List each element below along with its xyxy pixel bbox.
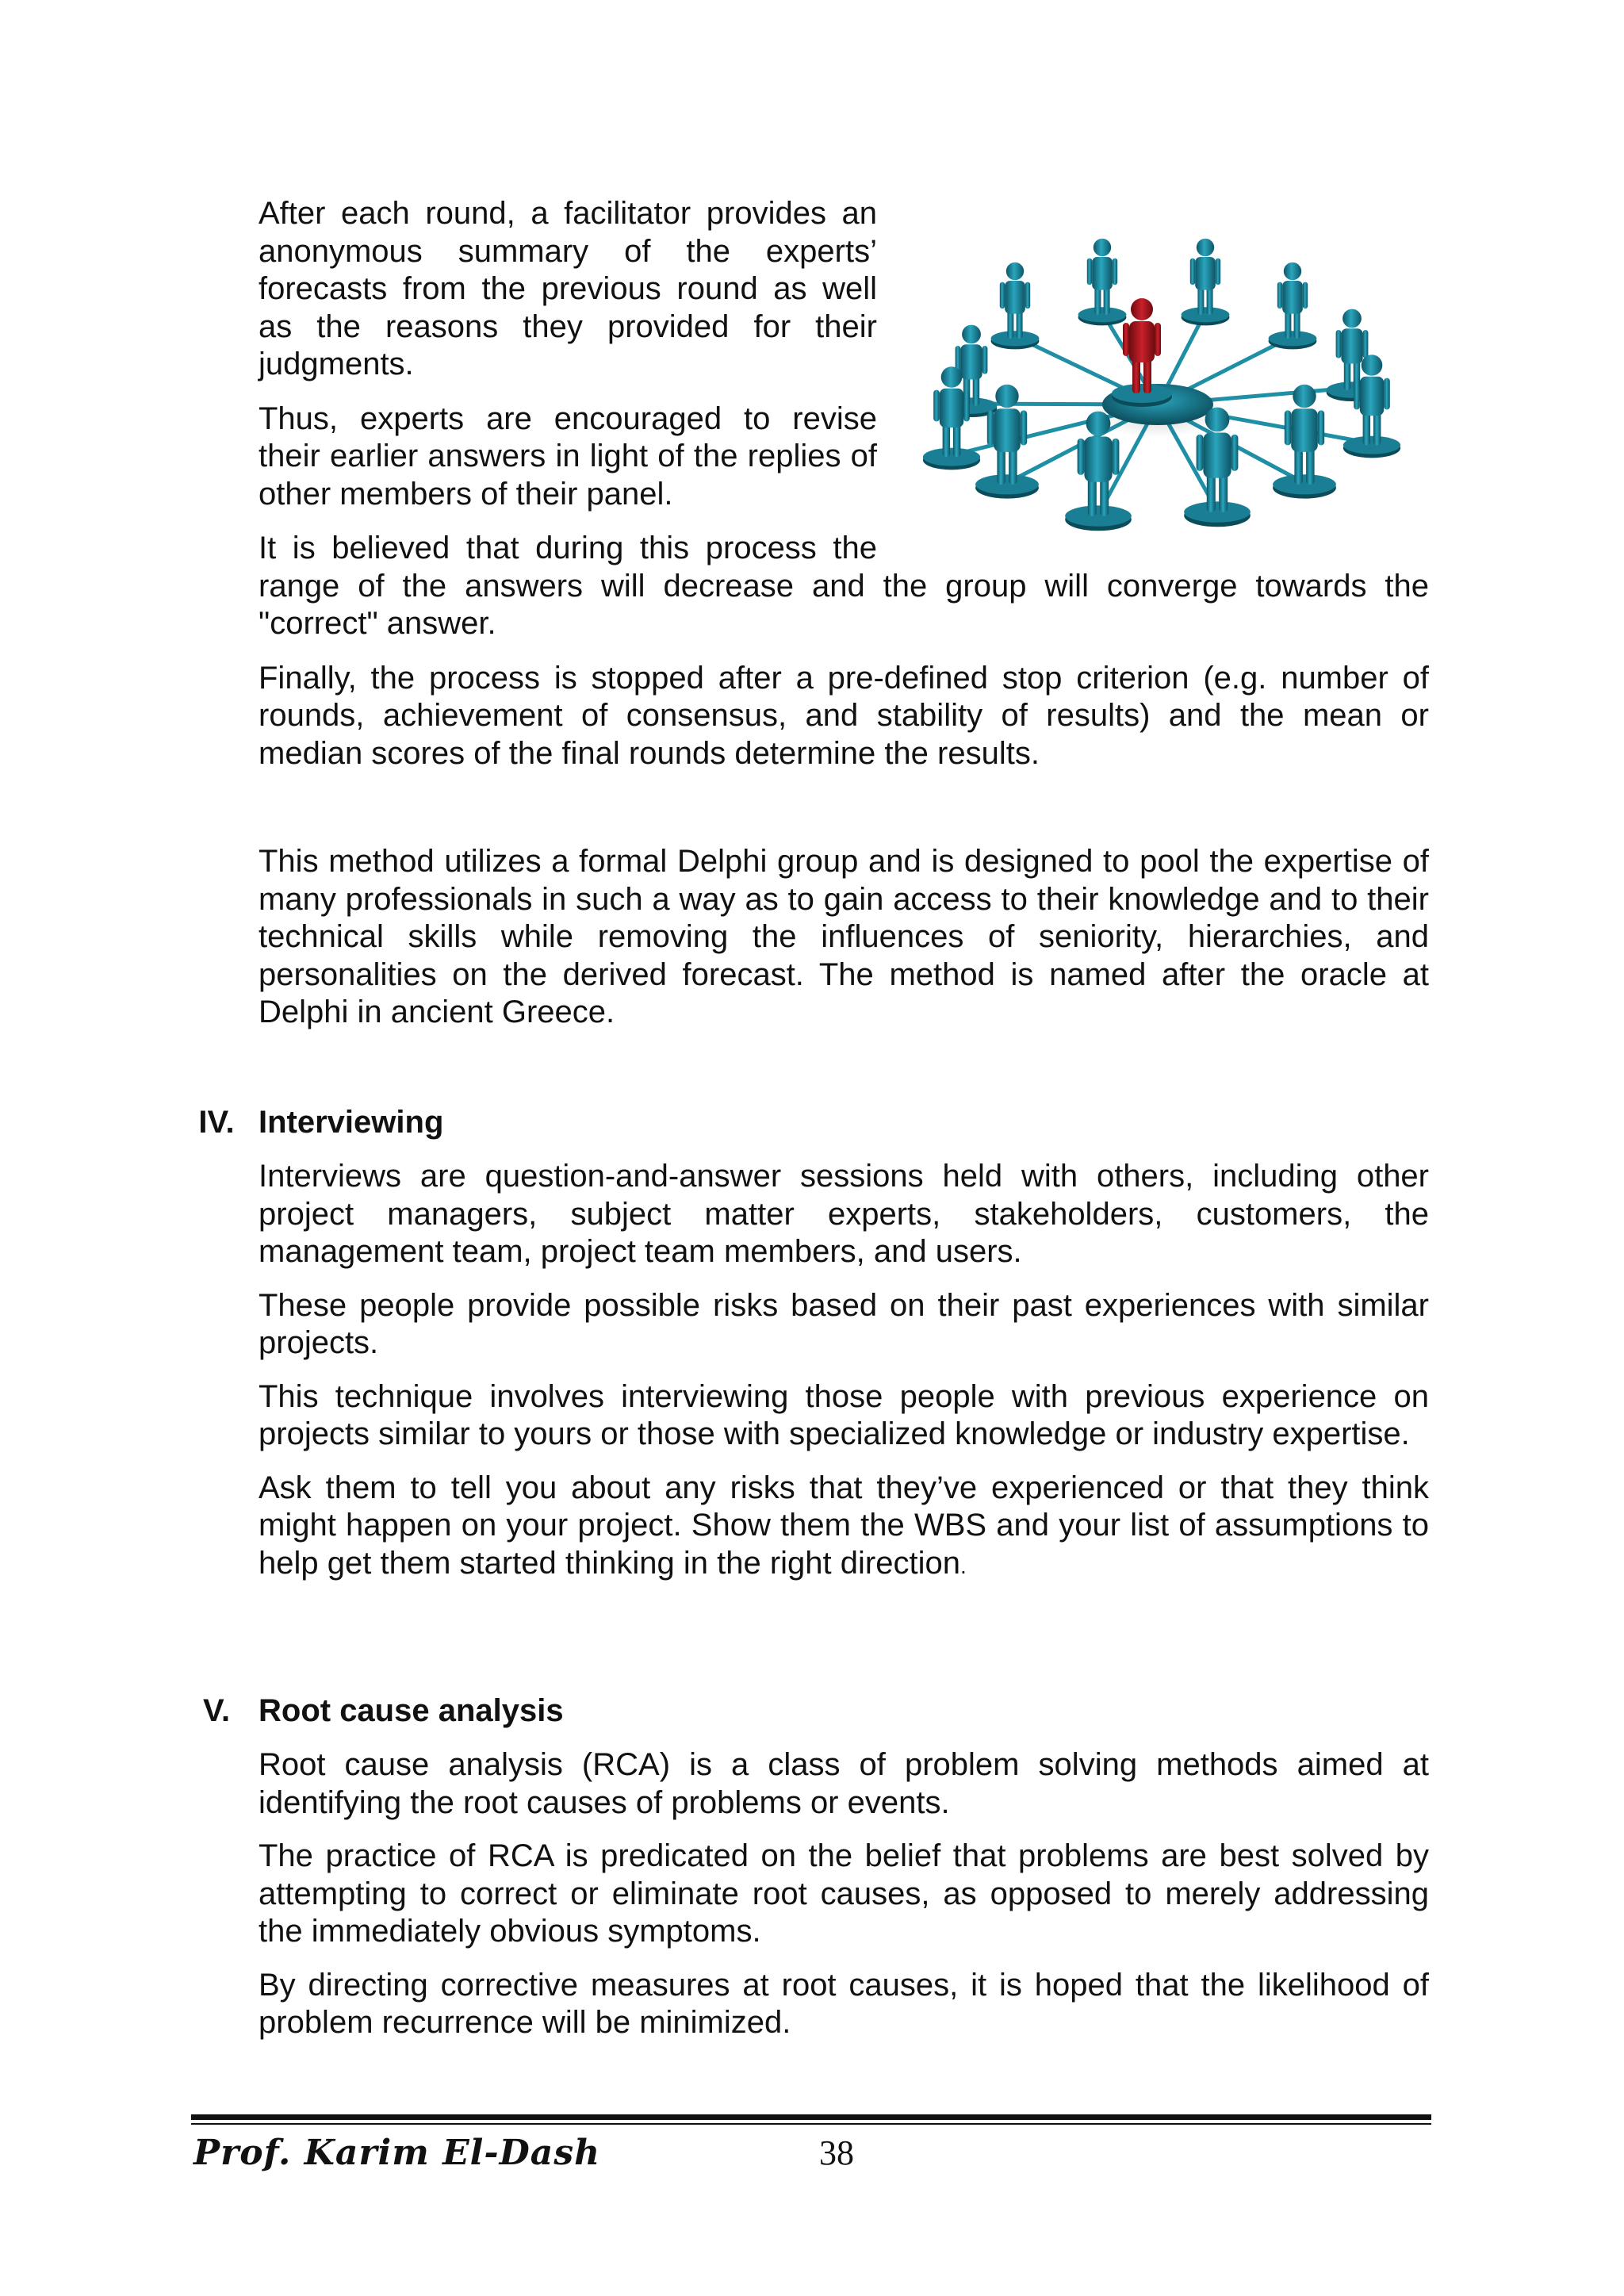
person-leg	[973, 376, 980, 405]
person-figure	[1078, 239, 1127, 326]
person-head	[1293, 385, 1316, 408]
person-arm	[1113, 439, 1120, 475]
intro-paragraph-4: Finally, the process is stopped after a pre-defined stop criterion (e.g. number of rounds, achievement of consensus, and stability of results) and the mean or median scores of the final rounds determine the results.	[259, 660, 1429, 771]
person-head	[1205, 408, 1230, 432]
person-leg	[1294, 448, 1303, 485]
person-torso	[1282, 281, 1303, 314]
person-arm	[1078, 439, 1085, 475]
interviewing-paragraph-3: This technique involves interviewing those people with previous experience on projects similar to yours or those with specialized knowledge or industry expertise.	[259, 1378, 1429, 1451]
person-base-top	[1065, 505, 1132, 526]
person-base-top	[991, 331, 1040, 346]
footer-rule-thin	[191, 2123, 1431, 2125]
person-arm	[1354, 378, 1360, 410]
person-head	[941, 366, 963, 388]
person-leg	[1344, 360, 1351, 389]
person-leg	[1094, 287, 1101, 315]
person-arm	[1123, 323, 1129, 356]
person-arm	[987, 410, 994, 445]
person-leg	[1219, 473, 1228, 512]
person-torso	[1341, 328, 1362, 363]
person-head	[1131, 298, 1153, 320]
person-figure	[923, 366, 980, 470]
person-leg	[1104, 287, 1110, 315]
section-number: IV.	[198, 1105, 235, 1140]
person-leg	[1207, 287, 1213, 315]
person-leg	[1373, 412, 1381, 445]
person-torso	[1203, 433, 1231, 478]
person-torso	[940, 389, 963, 427]
person-base-top	[1112, 384, 1172, 403]
person-torso	[1195, 257, 1216, 290]
section-body-root-cause-analysis	[259, 1746, 1429, 2058]
person-base-top	[1184, 501, 1251, 522]
person-base-top	[975, 474, 1039, 494]
person-head	[1284, 263, 1301, 280]
person-leg	[1007, 311, 1013, 339]
person-arm	[1216, 259, 1220, 286]
rca-paragraph-2: The practice of RCA is predicated on the belief that problems are best solved by attempting to correct or eliminate root causes, as opposed to merely addressing the immediately obvious symptoms.	[259, 1838, 1429, 1949]
person-torso	[1084, 437, 1112, 482]
person-leg	[1285, 311, 1291, 339]
person-base-top	[1273, 474, 1336, 494]
person-leg	[1017, 311, 1023, 339]
person-arm	[933, 390, 940, 422]
person-head	[1006, 263, 1024, 280]
person-torso	[1360, 377, 1384, 416]
interviewing-paragraph-2: These people provide possible risks based on their past experiences with similar projects.	[259, 1287, 1429, 1360]
person-arm	[1303, 282, 1308, 309]
section-body-interviewing	[259, 1158, 1429, 1600]
person-leg	[1009, 448, 1017, 485]
person-figure	[1269, 263, 1317, 350]
person-figure	[1273, 385, 1336, 499]
person-leg	[997, 448, 1005, 485]
footer-author: Prof. Karim El-Dash	[193, 2133, 601, 2173]
interviewing-paragraph-4-text: Ask them to tell you about any risks that they’ve experienced or that they think might happen on your project. Show them the WBS and your list of assumptions to help get them started thinking in the right direction	[259, 1470, 1429, 1581]
person-arm	[1318, 410, 1324, 445]
person-base-top	[1182, 307, 1230, 322]
person-leg	[1100, 477, 1109, 516]
intro-paragraph-1: After each round, a facilitator provides an anonymous summary of the experts’ forecasts from the previous round as well as the reasons they provided for their judgments.	[259, 196, 877, 381]
person-head	[1197, 239, 1214, 256]
expert-network-illustration	[896, 222, 1419, 555]
person-arm	[1087, 259, 1092, 286]
person-leg	[1132, 358, 1140, 393]
interviewing-paragraph-4-period: .	[959, 1553, 967, 1578]
person-head	[1086, 412, 1111, 436]
person-leg	[1207, 473, 1216, 512]
person-arm	[1021, 410, 1027, 445]
person-torso	[1092, 257, 1113, 290]
delphi-paragraph: This method utilizes a formal Delphi group and is designed to pool the expertise of many professionals in such a way as to gain access to their knowledge and to their technical skills while removing the influences of seniority, hierarchies, and personalities on the derived forecast. The method is named after the oracle at Delphi in ancient Greece.	[259, 844, 1429, 1029]
person-arm	[1155, 323, 1161, 356]
person-torso	[1129, 321, 1155, 362]
person-torso	[1291, 408, 1318, 452]
rca-paragraph-3: By directing corrective measures at root causes, it is hoped that the likelihood of problem recurrence will be minimized.	[259, 1967, 1429, 2040]
footer-rule-thick	[191, 2114, 1431, 2120]
person-torso	[960, 344, 982, 379]
person-arm	[963, 390, 970, 422]
person-head	[1342, 309, 1362, 328]
person-base-top	[1269, 331, 1317, 346]
person-head	[1362, 355, 1383, 376]
person-base-top	[1343, 436, 1400, 454]
person-leg	[1088, 477, 1097, 516]
person-arm	[1384, 378, 1390, 410]
person-figure	[1182, 239, 1230, 326]
person-leg	[1363, 412, 1371, 445]
person-leg	[1143, 358, 1151, 393]
person-arm	[1000, 282, 1005, 309]
interviewing-paragraph-1: Interviews are question-and-answer sessions held with others, including other project managers, subject matter experts, stakeholders, customers, the management team, project team members, and users.	[259, 1159, 1429, 1269]
intro-paragraph-3-start: It is believed that during this process the	[259, 531, 877, 565]
interviewing-paragraph-4	[259, 1470, 1429, 1585]
section-title: Interviewing	[259, 1105, 444, 1140]
person-base-top	[923, 448, 980, 466]
person-torso	[994, 408, 1021, 452]
person-leg	[1306, 448, 1315, 485]
delphi-block	[259, 843, 1429, 1032]
person-arm	[1336, 330, 1342, 358]
person-arm	[1285, 410, 1291, 445]
section-title: Root cause analysis	[259, 1693, 564, 1728]
person-leg	[953, 424, 961, 457]
person-arm	[1363, 330, 1369, 358]
page-number: 38	[819, 2133, 854, 2172]
person-figure	[991, 263, 1040, 350]
intro-paragraph-2: Thus, experts are encouraged to revise their earlier answers in light of the replies of other members of their panel.	[259, 401, 877, 512]
person-head	[1094, 239, 1111, 256]
person-leg	[943, 424, 951, 457]
person-base-top	[1078, 307, 1127, 322]
person-head	[962, 325, 981, 344]
person-head	[995, 385, 1018, 408]
person-arm	[982, 346, 988, 374]
person-arm	[1113, 259, 1117, 286]
person-arm	[1231, 435, 1239, 471]
person-arm	[1190, 259, 1195, 286]
section-number: V.	[202, 1693, 231, 1728]
person-arm	[1277, 282, 1282, 309]
rca-paragraph-1: Root cause analysis (RCA) is a class of problem solving methods aimed at identifying the root causes of problems or events.	[259, 1747, 1429, 1820]
person-leg	[1197, 287, 1204, 315]
person-arm	[1197, 435, 1204, 471]
person-leg	[1294, 311, 1300, 339]
intro-narrow-column	[259, 195, 877, 568]
person-torso	[1005, 281, 1025, 314]
intro-paragraph-3-rest: range of the answers will decrease and the group will converge towards the "correct" answer.	[259, 568, 1429, 641]
person-figure	[1343, 355, 1400, 458]
person-arm	[1025, 282, 1030, 309]
